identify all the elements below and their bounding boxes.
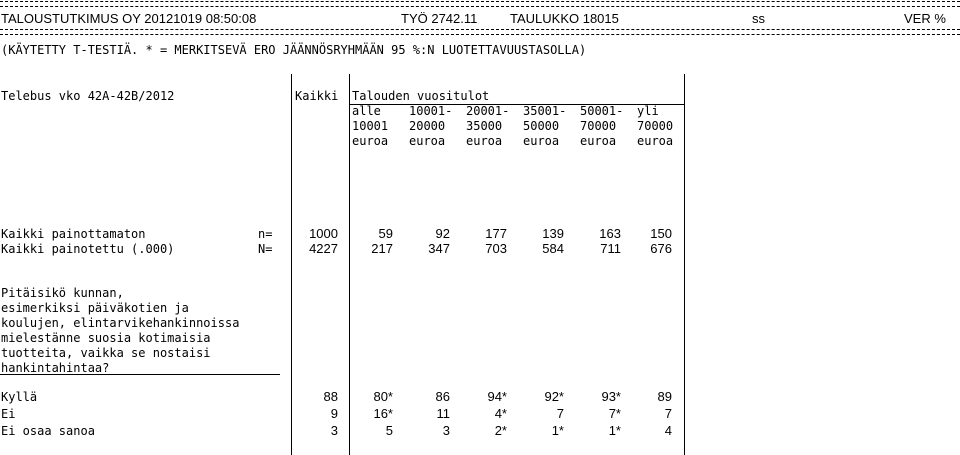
answer-cell: 88 xyxy=(323,389,338,404)
significance-note: (KÄYTETTY T-TESTIÄ. * = MERKITSEVÄ ERO JÄÄNNÖSRYHMÄÄN 95 %:N LUOTETTAVUUSTASOLLA) xyxy=(1,43,587,57)
base-row-label: Kaikki painotettu (.000) xyxy=(1,242,175,256)
answer-cell: 92* xyxy=(544,389,564,404)
group-header-underline xyxy=(349,104,684,105)
base-cell: 1000 xyxy=(309,226,338,241)
base-cell: 584 xyxy=(542,241,564,256)
base-cell: 4227 xyxy=(309,241,338,256)
question-line: mielestänne suosia kotimaisia xyxy=(1,331,211,345)
answer-cell: 80* xyxy=(373,389,393,404)
answer-cell: 3 xyxy=(330,423,338,438)
answer-cell: 16* xyxy=(373,406,393,421)
column-header-4: 35001- 50000 euroa xyxy=(523,104,567,148)
base-cell: 92 xyxy=(435,226,450,241)
base-cell: 150 xyxy=(650,226,672,241)
column-header-2: 10001- 20000 euroa xyxy=(409,104,453,148)
answer-label: Ei osaa sanoa xyxy=(1,424,95,438)
base-cell: 163 xyxy=(599,226,621,241)
answer-cell: 3 xyxy=(442,423,450,438)
answer-cell: 4* xyxy=(494,406,507,421)
answer-cell: 4 xyxy=(664,423,672,438)
base-cell: 177 xyxy=(485,226,507,241)
question-line: esimerkiksi päiväkotien ja xyxy=(1,301,189,315)
top-double-rule xyxy=(0,1,960,7)
table-right-border xyxy=(684,74,685,455)
base-row-label: Kaikki painottamaton xyxy=(1,227,146,241)
answer-cell: 2* xyxy=(494,423,507,438)
answer-cell: 1* xyxy=(608,423,621,438)
base-cell: 139 xyxy=(542,226,564,241)
question-line: Pitäisikö kunnan, xyxy=(1,286,124,300)
report-company-timestamp: TALOUSTUTKIMUS OY 20121019 08:50:08 xyxy=(1,11,257,26)
base-cell: 347 xyxy=(428,241,450,256)
report-table-number: TAULUKKO 18015 xyxy=(510,11,619,26)
column-header-5: 50001- 70000 euroa xyxy=(580,104,624,148)
answer-cell: 9 xyxy=(330,406,338,421)
question-line: tuotteita, vaikka se nostaisi xyxy=(1,346,211,360)
report-job: TYÖ 2742.11 xyxy=(401,11,478,26)
answer-cell: 5 xyxy=(385,423,393,438)
column-header-6: yli 70000 euroa xyxy=(637,104,674,148)
answer-cell: 7* xyxy=(608,406,621,421)
total-column-header: Kaikki xyxy=(295,89,339,103)
report-ss: ss xyxy=(752,11,765,26)
answer-cell: 93* xyxy=(601,389,621,404)
answer-label: Kyllä xyxy=(1,390,38,404)
base-cell: 676 xyxy=(650,241,672,256)
answer-cell: 89 xyxy=(657,389,672,404)
header-double-rule xyxy=(0,29,960,35)
answer-cell: 7 xyxy=(556,406,564,421)
base-cell: 217 xyxy=(371,241,393,256)
base-cell: 703 xyxy=(485,241,507,256)
base-row-symbol: n= xyxy=(258,227,273,241)
income-group-header: Talouden vuositulot xyxy=(352,89,490,103)
answer-cell: 11 xyxy=(436,406,450,421)
answer-label: Ei xyxy=(1,407,16,421)
column-header-3: 20001- 35000 euroa xyxy=(466,104,510,148)
base-cell: 711 xyxy=(600,241,621,256)
question-line: hankintahintaa? xyxy=(1,361,110,375)
report-version: VER % xyxy=(904,11,946,26)
base-cell: 59 xyxy=(378,226,393,241)
answer-cell: 1* xyxy=(551,423,564,438)
base-row-symbol: N= xyxy=(258,242,273,256)
answer-cell: 94* xyxy=(487,389,507,404)
column-header-1: alle 10001 euroa xyxy=(352,104,389,148)
stub-title: Telebus vko 42A-42B/2012 xyxy=(1,89,175,103)
answer-cell: 7 xyxy=(664,406,672,421)
answer-cell: 86 xyxy=(435,389,450,404)
question-line: koulujen, elintarvikehankinnoissa xyxy=(1,316,240,330)
